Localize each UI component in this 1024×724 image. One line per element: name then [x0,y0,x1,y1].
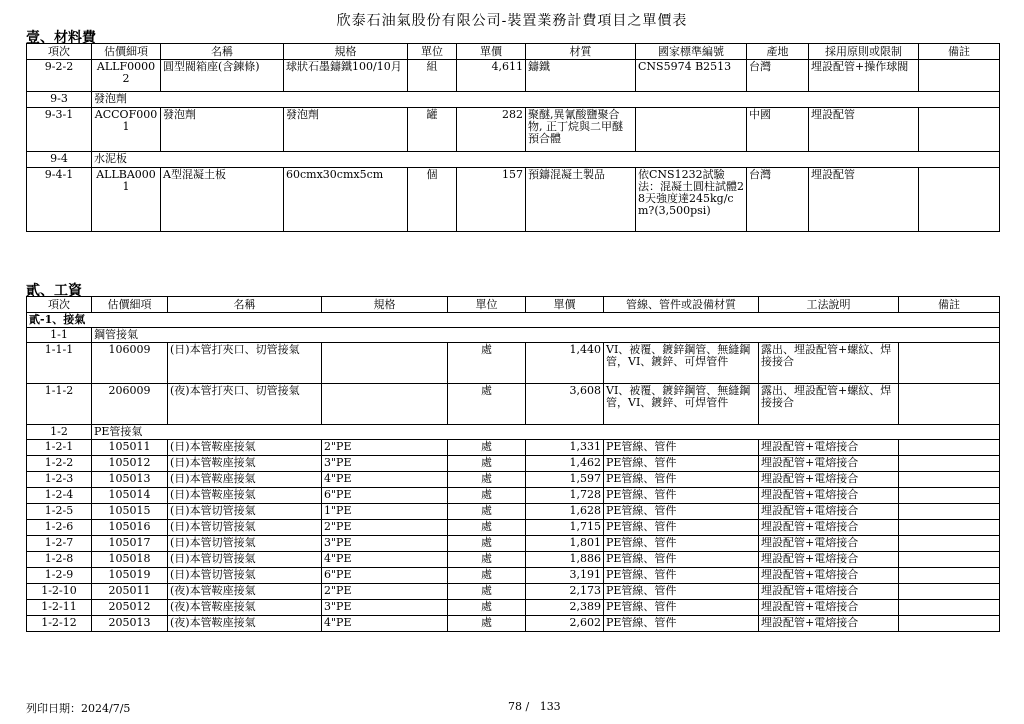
item-no: 9-3-1 [27,108,92,152]
item-code: 105017 [92,536,168,552]
item-method: 埋設配管+電熔接合 [759,488,899,504]
header-cell: 單位 [408,44,457,60]
item-unit: 處 [448,520,526,536]
item-name: (夜)本管鞍座接氣 [168,616,322,632]
group-row [27,328,1000,343]
item-method: 埋設配管+電熔接合 [759,616,899,632]
item-code: 105015 [92,504,168,520]
item-unit: 處 [448,568,526,584]
item-name: 圓型閥箱座(含鍊條) [161,60,284,92]
header-cell: 規格 [284,44,408,60]
item-origin: 台灣 [747,168,809,232]
item-price: 1,801 [526,536,604,552]
item-price: 1,440 [526,343,604,384]
header-cell: 備註 [899,297,1000,313]
item-method: 埋設配管+電熔接合 [759,456,899,472]
item-note [899,552,1000,568]
item-price: 1,886 [526,552,604,568]
item-origin: 中國 [747,108,809,152]
item-method: 埋設配管+電熔接合 [759,440,899,456]
header-cell: 管線、管件或設備材質 [604,297,759,313]
item-price: 3,608 [526,384,604,425]
header-cell: 單價 [526,297,604,313]
table-row [27,616,1000,632]
item-material: PE管線、管件 [604,472,759,488]
group-label: 鋼管接氣 [92,328,1000,343]
item-code: 105019 [92,568,168,584]
item-price: 282 [457,108,526,152]
item-note [899,456,1000,472]
item-material: PE管線、管件 [604,552,759,568]
item-code: 105011 [92,440,168,456]
wages-header-row [27,297,1000,313]
header-cell: 名稱 [161,44,284,60]
item-note [899,600,1000,616]
item-method: 埋設配管+電熔接合 [759,552,899,568]
item-method: 埋設配管+電熔接合 [759,600,899,616]
item-material: PE管線、管件 [604,600,759,616]
item-rule: 埋設配管 [809,168,919,232]
item-code: 205012 [92,600,168,616]
item-spec [322,343,448,384]
header-cell: 國家標準編號 [636,44,747,60]
table-row [27,472,1000,488]
item-spec: 4"PE [322,616,448,632]
item-material: 聚醚,異氰酸鹽聚合物, 正丁烷與二甲醚預合體 [526,108,636,152]
item-note [899,440,1000,456]
page-title: 欣泰石油氣股份有限公司-裝置業務計費項目之單價表 [336,13,688,29]
group-row [27,152,1000,168]
item-price: 1,728 [526,488,604,504]
item-name: (日)本管鞍座接氣 [168,440,322,456]
item-price: 1,462 [526,456,604,472]
item-material: PE管線、管件 [604,504,759,520]
item-name: (日)本管鞍座接氣 [168,456,322,472]
item-unit: 罐 [408,108,457,152]
item-unit: 處 [448,472,526,488]
table-row [27,60,1000,92]
header-cell: 採用原則或限制 [809,44,919,60]
item-method: 埋設配管+電熔接合 [759,568,899,584]
item-price: 1,715 [526,520,604,536]
item-code: ACCOF0001 [92,108,161,152]
item-price: 2,173 [526,584,604,600]
table-row [27,343,1000,384]
item-name: 發泡劑 [161,108,284,152]
item-note [919,108,1000,152]
item-material: 鑄鐵 [526,60,636,92]
table-row [27,440,1000,456]
item-spec: 6"PE [322,488,448,504]
subsection-label: 貳-1、接氣 [27,313,1000,328]
item-spec: 3"PE [322,600,448,616]
item-spec: 60cmx30cmx5cm [284,168,408,232]
item-name: A型混凝土板 [161,168,284,232]
header-cell: 名稱 [168,297,322,313]
item-no: 1-1-1 [27,343,92,384]
item-code: 205011 [92,584,168,600]
item-no: 1-2-2 [27,456,92,472]
item-material: PE管線、管件 [604,568,759,584]
table-row [27,504,1000,520]
table-row [27,600,1000,616]
item-note [919,60,1000,92]
header-cell: 材質 [526,44,636,60]
item-method: 埋設配管+電熔接合 [759,504,899,520]
table-row [27,568,1000,584]
item-code: 105013 [92,472,168,488]
item-no: 1-2-11 [27,600,92,616]
item-spec: 2"PE [322,520,448,536]
group-label: PE管接氣 [92,425,1000,440]
item-name: (日)本管鞍座接氣 [168,472,322,488]
item-material: PE管線、管件 [604,520,759,536]
item-rule: 埋設配管 [809,108,919,152]
item-name: (日)本管切管接氣 [168,568,322,584]
item-material: PE管線、管件 [604,456,759,472]
group-no: 1-1 [27,328,92,343]
item-origin: 台灣 [747,60,809,92]
section-heading-materials: 壹、材料費 [26,30,96,46]
item-method: 埋設配管+電熔接合 [759,584,899,600]
item-unit: 個 [408,168,457,232]
group-row [27,425,1000,440]
item-price: 1,597 [526,472,604,488]
item-spec: 6"PE [322,568,448,584]
item-code: 206009 [92,384,168,425]
item-no: 1-2-12 [27,616,92,632]
item-name: (日)本管切管接氣 [168,536,322,552]
item-note [919,168,1000,232]
header-cell: 項次 [27,44,92,60]
item-no: 1-2-1 [27,440,92,456]
header-cell: 產地 [747,44,809,60]
item-unit: 處 [448,504,526,520]
item-price: 2,602 [526,616,604,632]
item-name: (夜)本管鞍座接氣 [168,584,322,600]
item-price: 1,331 [526,440,604,456]
header-cell: 估價細項 [92,44,161,60]
group-row [27,92,1000,108]
item-code: ALLBA0001 [92,168,161,232]
item-standard: 依CNS1232試驗法：混凝土圓柱試體28天強度達245kg/cm?(3,500psi) [636,168,747,232]
item-name: (日)本管切管接氣 [168,520,322,536]
item-no: 9-2-2 [27,60,92,92]
group-no: 1-2 [27,425,92,440]
table-row [27,584,1000,600]
item-material: PE管線、管件 [604,440,759,456]
item-standard [636,108,747,152]
group-label: 水泥板 [92,152,1000,168]
section-heading-wages: 貳、工資 [26,283,82,299]
item-spec: 發泡劑 [284,108,408,152]
header-cell: 規格 [322,297,448,313]
item-note [899,584,1000,600]
item-no: 1-1-2 [27,384,92,425]
pe-rows [27,440,1000,632]
print-date: 列印日期：2024/7/5 [26,702,131,715]
item-no: 1-2-7 [27,536,92,552]
item-method: 露出、埋設配管+螺紋、焊接接合 [759,384,899,425]
materials-table [26,43,1000,232]
subsection-row [27,313,1000,328]
item-unit: 處 [448,584,526,600]
item-material: 預鑄混凝土製品 [526,168,636,232]
item-code: 105018 [92,552,168,568]
header-cell: 單位 [448,297,526,313]
item-name: (日)本管打夾口、切管接氣 [168,343,322,384]
item-unit: 處 [448,536,526,552]
item-unit: 處 [448,384,526,425]
item-no: 1-2-5 [27,504,92,520]
item-unit: 處 [448,440,526,456]
materials-header-row [27,44,1000,60]
item-spec: 4"PE [322,552,448,568]
item-code: 106009 [92,343,168,384]
item-note [899,616,1000,632]
item-price: 157 [457,168,526,232]
item-material: PE管線、管件 [604,584,759,600]
item-spec: 4"PE [322,472,448,488]
item-standard: CNS5974 B2513 [636,60,747,92]
item-no: 1-2-8 [27,552,92,568]
table-row [27,488,1000,504]
item-rule: 埋設配管+操作球閥 [809,60,919,92]
item-no: 1-2-9 [27,568,92,584]
item-unit: 處 [448,343,526,384]
item-note [899,504,1000,520]
item-price: 2,389 [526,600,604,616]
item-spec: 1"PE [322,504,448,520]
item-no: 1-2-6 [27,520,92,536]
item-note [899,343,1000,384]
group-label: 發泡劑 [92,92,1000,108]
item-note [899,568,1000,584]
item-spec: 2"PE [322,440,448,456]
item-no: 1-2-3 [27,472,92,488]
item-no: 9-4-1 [27,168,92,232]
item-material: PE管線、管件 [604,488,759,504]
item-name: (日)本管切管接氣 [168,504,322,520]
item-method: 埋設配管+電熔接合 [759,536,899,552]
item-price: 4,611 [457,60,526,92]
item-material: VI、被覆、鍍鋅鋼管、無縫鋼管，VI、鍍鋅、可焊管件 [604,384,759,425]
item-unit: 處 [448,616,526,632]
header-cell: 備註 [919,44,1000,60]
item-method: 埋設配管+電熔接合 [759,520,899,536]
item-code: 105014 [92,488,168,504]
item-note [899,536,1000,552]
item-material: PE管線、管件 [604,616,759,632]
header-cell: 項次 [27,297,92,313]
item-price: 3,191 [526,568,604,584]
item-no: 1-2-10 [27,584,92,600]
table-row [27,384,1000,425]
item-spec: 3"PE [322,456,448,472]
item-code: ALLF00002 [92,60,161,92]
item-note [899,472,1000,488]
item-name: (夜)本管鞍座接氣 [168,600,322,616]
item-unit: 組 [408,60,457,92]
item-spec: 2"PE [322,584,448,600]
item-price: 1,628 [526,504,604,520]
table-row [27,520,1000,536]
item-name: (夜)本管打夾口、切管接氣 [168,384,322,425]
item-name: (日)本管鞍座接氣 [168,488,322,504]
item-material: VI、被覆、鍍鋅鋼管、無縫鋼管，VI、鍍鋅、可焊管件 [604,343,759,384]
item-code: 205013 [92,616,168,632]
item-note [899,520,1000,536]
item-unit: 處 [448,488,526,504]
table-row [27,168,1000,232]
table-row [27,456,1000,472]
item-no: 1-2-4 [27,488,92,504]
header-cell: 估價細項 [92,297,168,313]
table-row [27,536,1000,552]
header-cell: 單價 [457,44,526,60]
item-method: 露出、埋設配管+螺紋、焊接接合 [759,343,899,384]
wages-table [26,296,1000,632]
table-row [27,108,1000,152]
item-code: 105012 [92,456,168,472]
item-method: 埋設配管+電熔接合 [759,472,899,488]
item-spec: 球狀石墨鑄鐵100/10月 [284,60,408,92]
item-note [899,488,1000,504]
header-cell: 工法說明 [759,297,899,313]
item-spec: 3"PE [322,536,448,552]
item-spec [322,384,448,425]
item-name: (日)本管切管接氣 [168,552,322,568]
item-note [899,384,1000,425]
item-unit: 處 [448,456,526,472]
item-code: 105016 [92,520,168,536]
item-unit: 處 [448,552,526,568]
item-unit: 處 [448,600,526,616]
group-no: 9-3 [27,92,92,108]
item-material: PE管線、管件 [604,536,759,552]
table-row [27,552,1000,568]
group-no: 9-4 [27,152,92,168]
page-number: 78 / 133 [508,700,561,713]
